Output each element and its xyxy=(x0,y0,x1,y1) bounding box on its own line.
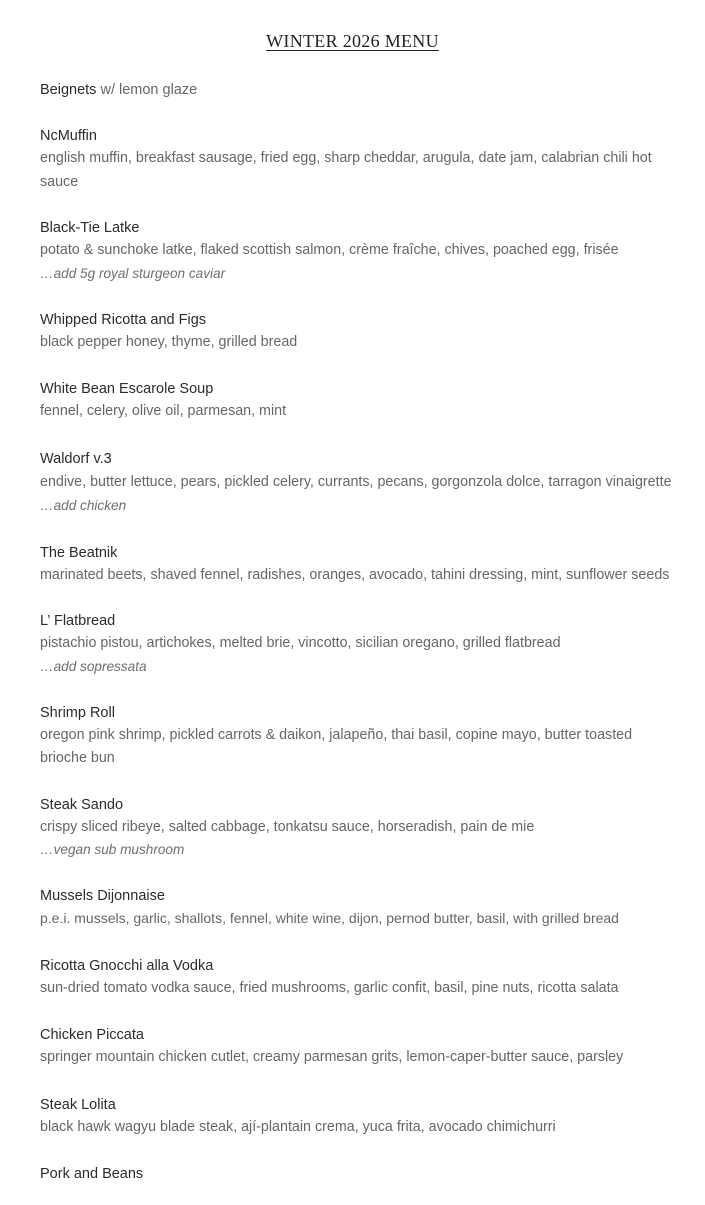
item-description: crispy sliced ribeye, salted cabbage, tonkatsu sauce, horseradish, pain de mie xyxy=(40,818,535,835)
item-description: p.e.i. mussels, garlic, shallots, fennel, white wine, dijon, pernod butter, basil, with grilled bread xyxy=(40,910,619,926)
menu-item-flatbread xyxy=(40,610,680,678)
item-addon: …add sopressata xyxy=(40,658,147,674)
menu-item-shrimp-roll xyxy=(40,702,680,771)
item-description: black hawk wagyu blade steak, ají-plantain crema, yuca frita, avocado chimichurri xyxy=(40,1118,556,1135)
item-name: Beignets xyxy=(40,82,97,98)
item-name: Mussels Dijonnaise xyxy=(40,888,165,904)
item-description: oregon pink shrimp, pickled carrots & daikon, jalapeño, thai basil, copine mayo, butter toasted brioche bun xyxy=(40,726,633,766)
item-inline-addon: …add chicken xyxy=(40,498,127,513)
item-name: White Bean Escarole Soup xyxy=(40,381,214,397)
menu-item-the-beatnik xyxy=(40,542,680,588)
item-addon: …vegan sub mushroom xyxy=(40,842,185,857)
menu-item-pork-and-beans xyxy=(40,1163,680,1185)
item-name: Pork and Beans xyxy=(40,1166,144,1182)
item-description: black pepper honey, thyme, grilled bread xyxy=(40,333,298,350)
item-description: endive, butter lettuce, pears, pickled celery, currants, pecans, gorgonzola dolce, tarragon vinaigrette xyxy=(40,473,672,490)
item-name: NcMuffin xyxy=(40,128,97,144)
menu-item-ncmuffin xyxy=(40,125,680,194)
item-description: potato & sunchoke latke, flaked scottish salmon, crème fraîche, chives, poached egg, frisée xyxy=(40,242,619,258)
menu-item-mussels-dijonnaise xyxy=(40,885,680,931)
item-description: sun-dried tomato vodka sauce, fried mushrooms, garlic confit, basil, pine nuts, ricotta salata xyxy=(40,979,619,996)
menu-item-chicken-piccata xyxy=(40,1024,680,1070)
menu-item-waldorf xyxy=(40,448,680,519)
menu-title: WINTER 2026 MENU xyxy=(266,31,439,51)
item-name: Waldorf v.3 xyxy=(40,450,112,467)
item-description: springer mountain chicken cutlet, creamy parmesan grits, lemon-caper-butter sauce, parsley xyxy=(40,1049,624,1065)
menu-item-steak-lolita xyxy=(40,1094,680,1140)
item-name: Steak Sando xyxy=(40,796,124,813)
item-description: pistachio pistou, artichokes, melted brie, vincotto, sicilian oregano, grilled flatbread xyxy=(40,635,561,651)
menu-item-whipped-ricotta xyxy=(40,309,680,355)
item-name: Shrimp Roll xyxy=(40,704,115,721)
item-name: L’ Flatbread xyxy=(40,613,116,629)
item-name: The Beatnik xyxy=(40,544,118,561)
item-inline-description: w/ lemon glaze xyxy=(96,82,198,98)
menu-item-ricotta-gnocchi xyxy=(40,955,680,1001)
item-name: Steak Lolita xyxy=(40,1096,116,1113)
menu-item-steak-sando xyxy=(40,794,680,862)
item-description: marinated beets, shaved fennel, radishes, oranges, avocado, tahini dressing, mint, sunflower seeds xyxy=(40,566,670,583)
menu-item-black-tie-latke xyxy=(40,217,680,285)
item-name: Black-Tie Latke xyxy=(40,220,140,236)
item-name: Ricotta Gnocchi alla Vodka xyxy=(40,957,214,974)
menu-item-beignets xyxy=(40,79,680,101)
menu-item-white-bean-soup xyxy=(40,378,680,424)
menu-list xyxy=(40,79,680,1185)
item-description: fennel, celery, olive oil, parmesan, mint xyxy=(40,403,287,419)
item-description: english muffin, breakfast sausage, fried egg, sharp cheddar, arugula, date jam, calabrian chili hot sauce xyxy=(40,150,652,190)
item-name: Chicken Piccata xyxy=(40,1027,144,1043)
item-addon: …add 5g royal sturgeon caviar xyxy=(40,265,226,281)
item-name: Whipped Ricotta and Figs xyxy=(40,311,207,328)
